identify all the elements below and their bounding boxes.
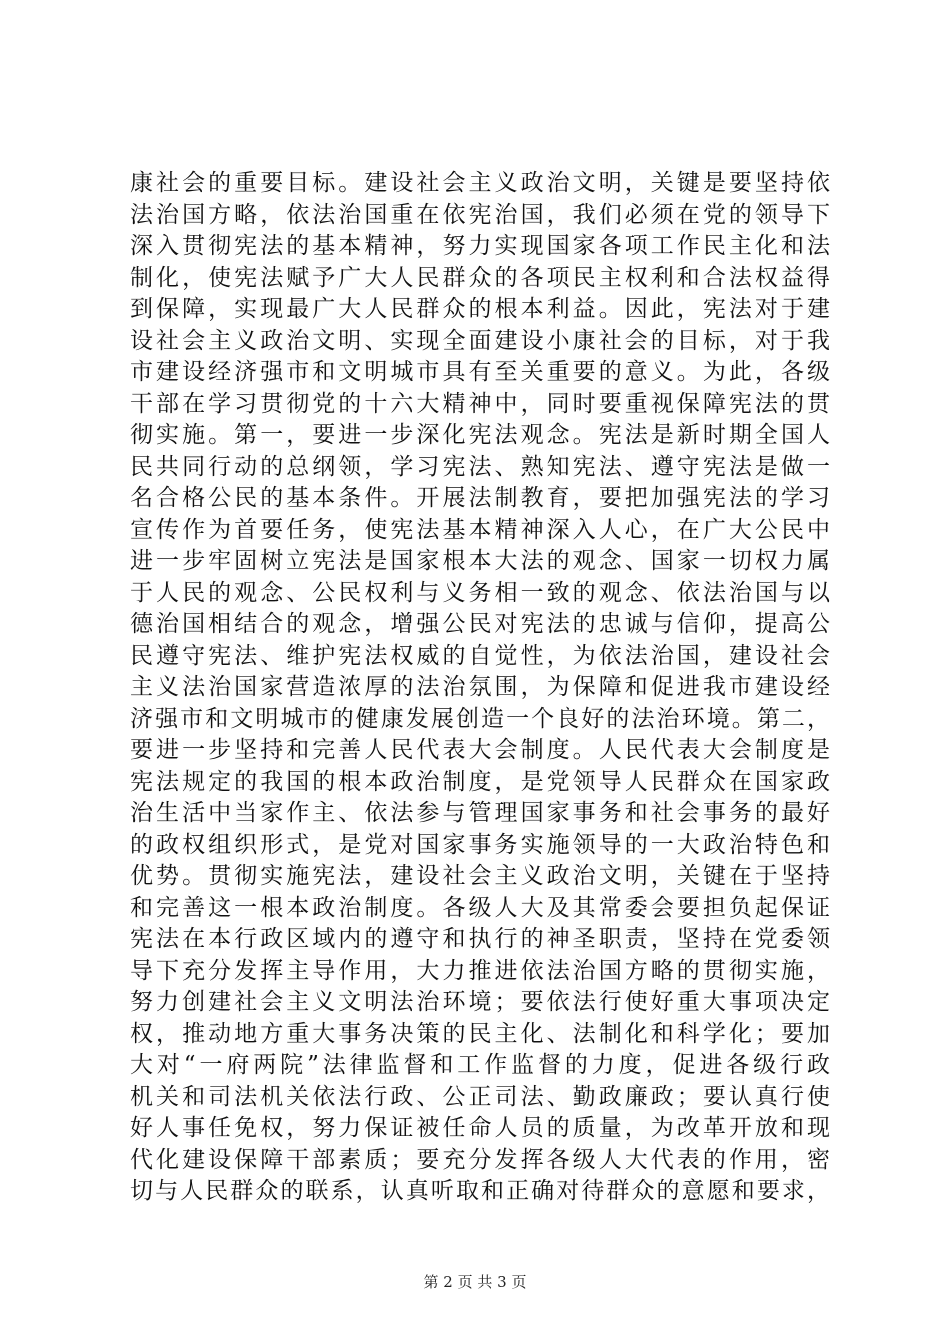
text-line: 于人民的观念、公民权利与义务相一致的观念、依法治国与以 xyxy=(130,579,830,606)
text-line: 大对“一府两院”法律监督和工作监督的力度，促进各级行政 xyxy=(130,1052,830,1078)
text-line: 主义法治国家营造浓厚的法治氛围，为保障和促进我市建设经 xyxy=(130,674,830,700)
text-line: 德治国相结合的观念，增强公民对宪法的忠诚与信仰，提高公 xyxy=(130,611,830,637)
text-line: 代化建设保障干部素质；要充分发挥各级人大代表的作用，密 xyxy=(130,1146,830,1173)
text-line: 民遵守宪法、维护宪法权威的自觉性，为依法治国，建设社会 xyxy=(130,642,830,669)
text-line: 到保障，实现最广大人民群众的根本利益。因此，宪法对于建 xyxy=(130,296,830,322)
text-line: 民共同行动的总纲领，学习宪法、熟知宪法、遵守宪法是做一 xyxy=(130,453,830,480)
text-line: 切与人民群众的联系，认真听取和正确对待群众的意愿和要求， xyxy=(130,1178,830,1204)
text-line: 的政权组织形式，是党对国家事务实施领导的一大政治特色和 xyxy=(130,831,830,858)
text-line: 济强市和文明城市的健康发展创造一个良好的法治环境。第二， xyxy=(130,705,830,732)
text-line: 要进一步坚持和完善人民代表大会制度。人民代表大会制度是 xyxy=(130,737,830,763)
text-line: 名合格公民的基本条件。开展法制教育，要把加强宪法的学习 xyxy=(130,485,830,511)
text-line: 宣传作为首要任务，使宪法基本精神深入人心，在广大公民中 xyxy=(130,516,830,543)
text-line: 权，推动地方重大事务决策的民主化、法制化和科学化；要加 xyxy=(130,1020,830,1047)
text-line: 治生活中当家作主、依法参与管理国家事务和社会事务的最好 xyxy=(130,800,830,826)
text-line: 和完善这一根本政治制度。各级人大及其常委会要担负起保证 xyxy=(130,894,830,921)
text-line: 努力创建社会主义文明法治环境；要依法行使好重大事项决定 xyxy=(130,989,830,1015)
text-line: 市建设经济强市和文明城市具有至关重要的意义。为此，各级 xyxy=(130,359,830,385)
text-line: 彻实施。第一，要进一步深化宪法观念。宪法是新时期全国人 xyxy=(130,422,830,448)
text-line: 干部在学习贯彻党的十六大精神中，同时要重视保障宪法的贯 xyxy=(130,390,830,417)
text-line: 深入贯彻宪法的基本精神，努力实现国家各项工作民主化和法 xyxy=(130,233,830,259)
text-line: 宪法规定的我国的根本政治制度，是党领导人民群众在国家政 xyxy=(130,768,830,795)
text-line: 好人事任免权，努力保证被任命人员的质量，为改革开放和现 xyxy=(130,1115,830,1141)
page-footer: 第 2 页 共 3 页 xyxy=(423,1273,527,1291)
text-line: 宪法在本行政区域内的遵守和执行的神圣职责，坚持在党委领 xyxy=(130,926,830,952)
text-line: 制化，使宪法赋予广大人民群众的各项民主权利和合法权益得 xyxy=(130,264,830,291)
text-line: 设社会主义政治文明、实现全面建设小康社会的目标，对于我 xyxy=(130,327,830,354)
body-text xyxy=(130,168,830,1208)
text-line: 机关和司法机关依法行政、公正司法、勤政廉政；要认真行使 xyxy=(130,1083,830,1110)
text-line: 导下充分发挥主导作用，大力推进依法治国方略的贯彻实施， xyxy=(130,957,830,984)
text-line: 进一步牢固树立宪法是国家根本大法的观念、国家一切权力属 xyxy=(130,548,830,574)
text-line: 优势。贯彻实施宪法，建设社会主义政治文明，关键在于坚持 xyxy=(130,863,830,889)
text-line: 康社会的重要目标。建设社会主义政治文明，关键是要坚持依 xyxy=(130,170,830,196)
text-line: 法治国方略，依法治国重在依宪治国，我们必须在党的领导下 xyxy=(130,201,830,228)
